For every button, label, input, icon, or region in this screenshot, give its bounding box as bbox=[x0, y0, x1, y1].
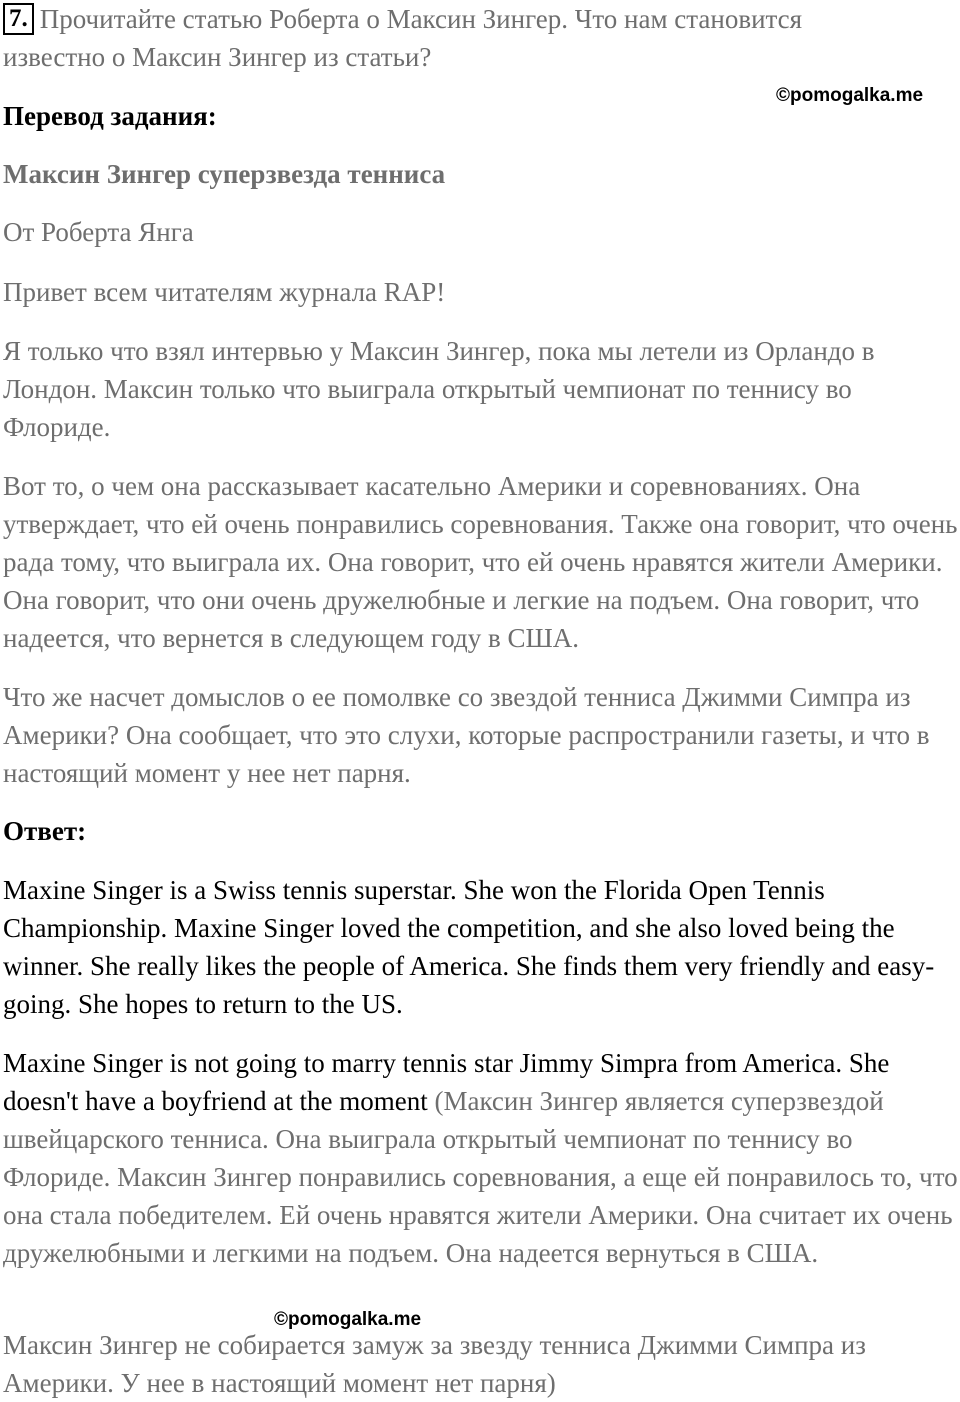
article-paragraph-2: Вот то, о чем она рассказывает касательно Америки и соревнованиях. Она утверждает, что ей очень понравились соревнования. Также она говорит, что очень рада тому, что выиграла их. Она говорит, что ей очень нравятся жители Америки. Она говорит, что они очень дружелюбные и легкие на подъем. Она говорит, что надеется, что вернется в следующем году в США. bbox=[3, 471, 958, 653]
watermark-top: ©pomogalka.me bbox=[776, 85, 924, 106]
answer-paragraph-2-russian: (Максин Зингер является суперзвездой швейцарского тенниса. Она выиграла открытый чемпионат по теннису во Флориде. Максин Зингер понравились соревнования, а еще ей понравилось то, что она стала победителем. Ей очень нравятся жители Америки. Она считает их очень дружелюбными и легкими на подъем. Она надеется вернуться в США. bbox=[3, 1086, 958, 1268]
answer-paragraph-3: Максин Зингер не собирается замуж за звезду тенниса Джимми Симпра из Америки. У нее в настоящий момент нет парня) bbox=[3, 1330, 866, 1398]
article-greeting: Привет всем читателям журнала RAP! bbox=[3, 277, 446, 307]
task-prompt bbox=[3, 0, 953, 38]
article-paragraph-3: Что же насчет домыслов о ее помолвке со звездой тенниса Джимми Симпра из Америки? Она сообщает, что это слухи, которые распространили газеты, и что в настоящий момент у нее нет парня. bbox=[3, 682, 930, 788]
task-prompt-line2: известно о Максин Зингер из статьи? bbox=[3, 42, 432, 72]
task-number-badge: 7. bbox=[3, 3, 34, 35]
watermark-bottom: ©pomogalka.me bbox=[274, 1309, 422, 1330]
task-prompt-line1: Прочитайте статью Роберта о Максин Зингер. Что нам становится bbox=[39, 4, 803, 34]
article-paragraph-1: Я только что взял интервью у Максин Зингер, пока мы летели из Орландо в Лондон. Максин только что выиграла открытый чемпионат по теннису во Флориде. bbox=[3, 336, 875, 442]
translation-heading: Перевод задания: bbox=[3, 101, 217, 131]
answer-paragraph-2 bbox=[3, 1044, 958, 1272]
article-title: Максин Зингер суперзвезда тенниса bbox=[3, 159, 446, 189]
answer-paragraph-1: Maxine Singer is a Swiss tennis superstar. She won the Florida Open Tennis Championship. Maxine Singer loved the competition, and she also loved being the winner. She really likes the people of America. She finds them very friendly and easy-going. She hopes to return to the US. bbox=[3, 875, 935, 1019]
article-byline: От Роберта Янга bbox=[3, 217, 194, 247]
answer-heading: Ответ: bbox=[3, 816, 87, 846]
answer-paragraph-2-english: Maxine Singer is not going to marry tennis star Jimmy Simpra from America. She doesn't have a boyfriend at the moment bbox=[3, 1048, 890, 1116]
